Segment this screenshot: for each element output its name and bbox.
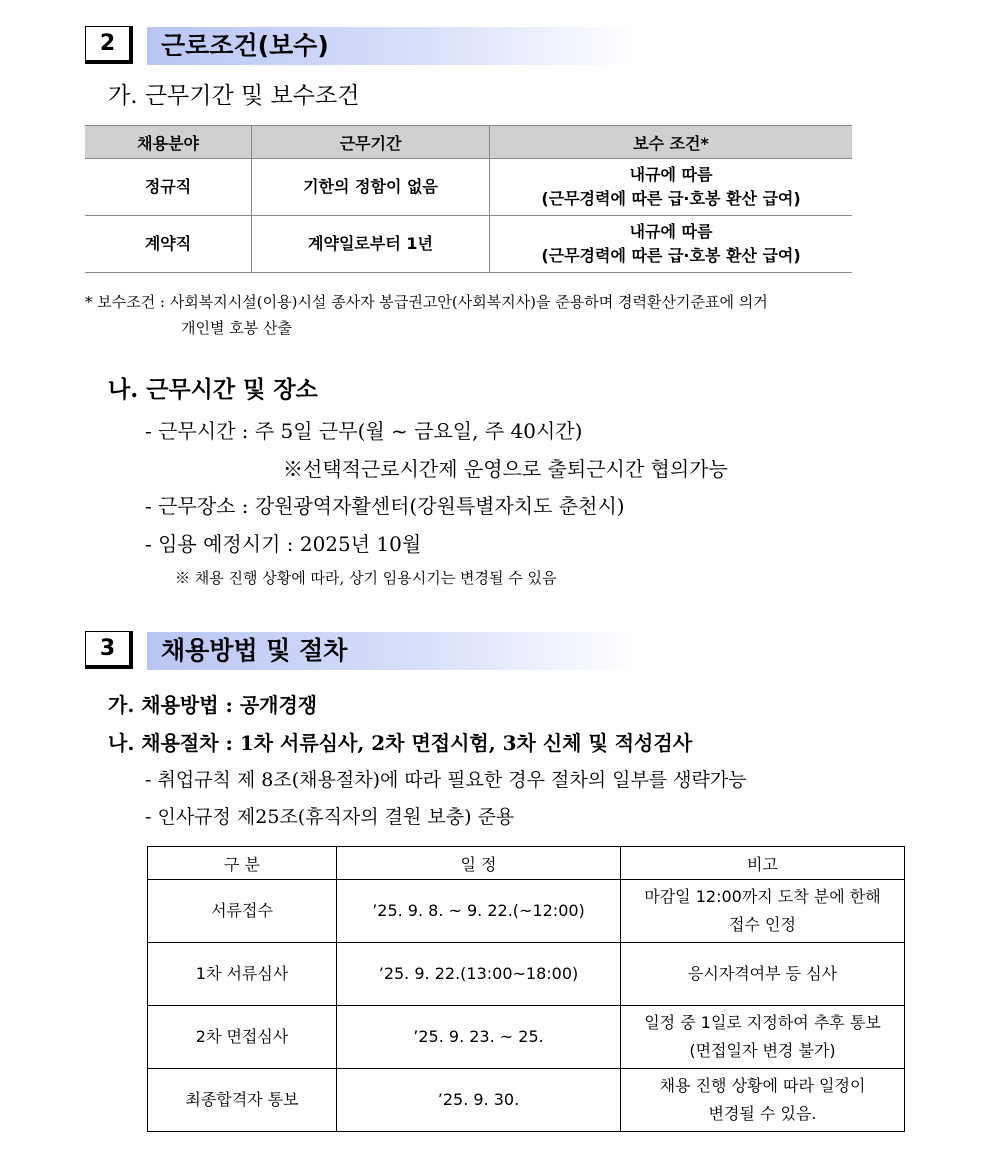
cell-line: 채용 진행 상황에 따라 일정이 [659, 1076, 866, 1095]
table-cell: ’25. 9. 8. ~ 9. 22.(~12:00) [337, 880, 621, 943]
table-cell: 정규직 [85, 159, 252, 216]
table-header: 비고 [621, 847, 905, 880]
table-row [148, 943, 905, 1006]
table-cell: 기한의 정함이 없음 [252, 159, 490, 216]
table-header: 채용분야 [85, 126, 252, 159]
work-hours-text: - 근무시간 : 주 5일 근무(월 ~ 금요일, 주 40시간) [145, 419, 583, 443]
table-cell: 계약일로부터 1년 [252, 216, 490, 273]
cell-line: 내규에 따름 [629, 165, 713, 184]
recruit-procedure: 나. 채용절차 : 1차 서류심사, 2차 면접시험, 3차 신체 및 적성검사 [108, 731, 693, 755]
table-cell: 서류접수 [148, 880, 337, 943]
table-cell: 1차 서류심사 [148, 943, 337, 1006]
section-title: 근로조건(보수) [161, 31, 329, 60]
table-cell: ’25. 9. 22.(13:00~18:00) [337, 943, 621, 1006]
procedure-bullet-1: - 취업규칙 제 8조(채용절차)에 따라 필요한 경우 절차의 일부를 생략가능 [145, 769, 747, 791]
subheading-work-hours: 나. 근무시간 및 장소 [108, 376, 318, 403]
table-header: 근무기간 [252, 126, 490, 159]
cell-line: 접수 인정 [729, 915, 796, 934]
cell-line: 변경될 수 있음. [708, 1104, 817, 1123]
appointment-note: ※ 채용 진행 상황에 따라, 상기 임용시기는 변경될 수 있음 [175, 569, 557, 587]
cell-line: 마감일 12:00까지 도착 분에 한해 [644, 887, 881, 906]
table-cell: 계약직 [85, 216, 252, 273]
table-cell [490, 159, 853, 216]
section-number: 2 [85, 26, 133, 64]
pay-conditions-table [85, 125, 852, 273]
table-header: 구 분 [148, 847, 337, 880]
work-place-text: - 근무장소 : 강원광역자활센터(강원특별자치도 춘천시) [145, 494, 625, 518]
flex-hours-note: ※선택적근로시간제 운영으로 출퇴근시간 협의가능 [283, 457, 728, 481]
table-cell [621, 1006, 905, 1069]
section-3-header [85, 631, 645, 673]
table-row [148, 1069, 905, 1132]
table-cell: ’25. 9. 30. [337, 1069, 621, 1132]
schedule-table [147, 846, 905, 1132]
table-cell: ’25. 9. 23. ~ 25. [337, 1006, 621, 1069]
appointment-date-text: - 임용 예정시기 : 2025년 10월 [145, 532, 422, 556]
table-row [85, 159, 852, 216]
pay-note: * 보수조건 : 사회복지시설(이용)시설 종사자 봉급권고안(사회복지사)을 준용하며 경력환산기준표에 의거 [85, 293, 768, 311]
recruit-method: 가. 채용방법 : 공개경쟁 [108, 693, 318, 717]
cell-line: 일정 중 1일로 지정하여 추후 통보 [644, 1013, 881, 1032]
table-header: 일 정 [337, 847, 621, 880]
cell-line: 응시자격여부 등 심사 [687, 964, 838, 983]
section-title: 채용방법 및 절차 [161, 636, 348, 665]
section-2-header [85, 26, 645, 68]
cell-line: (근무경력에 따른 급·호봉 환산 급여) [541, 189, 801, 208]
pay-note-continued: 개인별 호봉 산출 [181, 319, 292, 337]
table-cell [621, 943, 905, 1006]
table-cell [621, 1069, 905, 1132]
cell-line: (근무경력에 따른 급·호봉 환산 급여) [541, 246, 801, 265]
table-row [148, 1006, 905, 1069]
cell-line: (면접일자 변경 불가) [689, 1041, 836, 1060]
table-row [148, 880, 905, 943]
table-row [85, 216, 852, 273]
table-cell: 2차 면접심사 [148, 1006, 337, 1069]
table-cell [621, 880, 905, 943]
table-cell [490, 216, 853, 273]
cell-line: 내규에 따름 [629, 222, 713, 241]
section-number: 3 [85, 631, 133, 669]
table-header: 보수 조건* [490, 126, 853, 159]
procedure-bullet-2: - 인사규정 제25조(휴직자의 결원 보충) 준용 [145, 806, 515, 828]
subheading-work-period: 가. 근무기간 및 보수조건 [108, 83, 360, 109]
table-cell: 최종합격자 통보 [148, 1069, 337, 1132]
